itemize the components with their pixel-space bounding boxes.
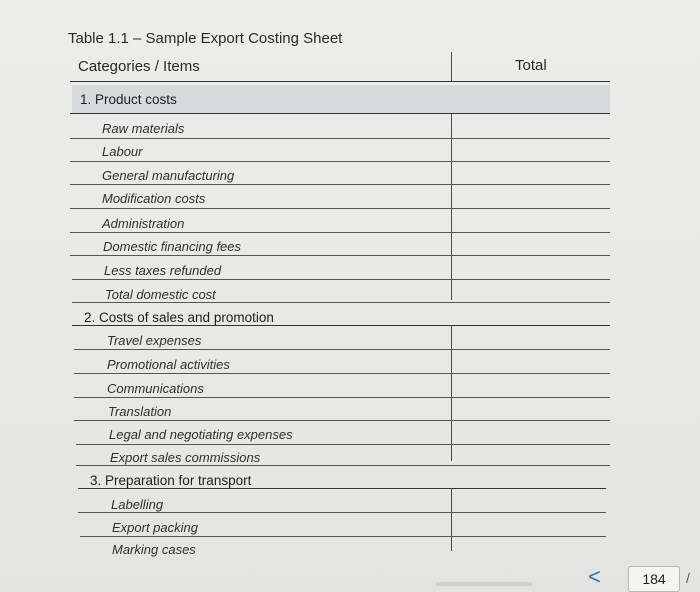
slash-icon[interactable]: / xyxy=(686,570,690,586)
section-heading: 1. Product costs xyxy=(80,92,177,107)
header-total: Total xyxy=(515,57,547,74)
section-rule xyxy=(78,488,606,489)
table-row-label: Export packing xyxy=(112,520,198,535)
page-smudge xyxy=(436,582,532,586)
table-row-label: Export sales commissions xyxy=(110,450,261,465)
section-heading: 2. Costs of sales and promotion xyxy=(84,310,274,325)
table-row-label: Modification costs xyxy=(102,191,206,206)
chevron-left-icon[interactable]: < xyxy=(588,564,601,589)
row-rule xyxy=(70,161,610,162)
table-row-label: Travel expenses xyxy=(107,333,202,348)
header-categories: Categories / Items xyxy=(78,58,200,75)
table-row-label: Administration xyxy=(102,216,185,231)
table-row-label: Less taxes refunded xyxy=(104,263,222,278)
header-column-divider xyxy=(451,52,452,82)
table-row-label: Labelling xyxy=(111,497,164,512)
total-column-divider xyxy=(451,488,452,551)
row-rule xyxy=(70,184,610,185)
table-row-label: General manufacturing xyxy=(102,168,235,183)
row-rule xyxy=(74,420,610,421)
section-rule xyxy=(70,113,610,114)
page-number: 184 xyxy=(628,566,680,592)
table-title: Table 1.1 – Sample Export Costing Sheet xyxy=(68,30,343,47)
table-row-label: Legal and negotiating expenses xyxy=(109,427,293,442)
section-heading: 3. Preparation for transport xyxy=(90,473,252,488)
total-column-divider xyxy=(451,325,452,461)
row-rule xyxy=(70,255,610,256)
total-column-divider xyxy=(451,114,452,300)
header-rule xyxy=(70,81,610,82)
row-rule xyxy=(76,465,610,466)
table-row-label: Marking cases xyxy=(112,542,196,557)
row-rule xyxy=(74,373,610,374)
row-rule xyxy=(78,512,606,513)
table-row-label: Domestic financing fees xyxy=(103,239,242,254)
table-row-label: Labour xyxy=(102,144,143,159)
row-rule xyxy=(76,444,610,445)
table-row-label: Raw materials xyxy=(102,121,185,136)
row-rule xyxy=(74,397,610,398)
row-rule xyxy=(72,279,610,280)
row-rule xyxy=(80,536,606,537)
row-rule xyxy=(70,138,610,139)
table-row-label: Total domestic cost xyxy=(105,287,216,302)
table-row-label: Translation xyxy=(108,404,172,419)
row-rule xyxy=(70,208,610,209)
table-row-label: Promotional activities xyxy=(107,357,230,372)
section-rule xyxy=(72,325,610,326)
row-rule xyxy=(70,232,610,233)
row-rule xyxy=(74,349,610,350)
row-rule xyxy=(72,302,610,303)
table-row-label: Communications xyxy=(107,381,204,396)
